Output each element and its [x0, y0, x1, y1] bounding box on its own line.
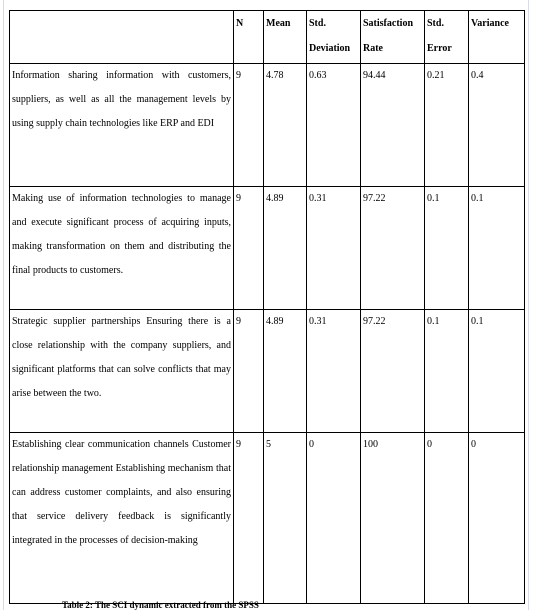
row-variance: 0 — [469, 433, 525, 604]
row-description: Information sharing information with customers, suppliers, as well as all the management levels by using supply chain technologies like ERP and EDI — [10, 64, 234, 187]
row-satisfaction-rate: 97.22 — [361, 310, 425, 433]
row-n: 9 — [234, 433, 264, 604]
page-edge-left — [3, 0, 4, 610]
row-description: Establishing clear communication channels Customer relationship management Establishing mechanism that can address customer complaints, and also ensuring that service delivery feedback is significantly integrated in the processes of decision-making — [10, 433, 234, 604]
header-std-deviation-line2: Deviation — [309, 43, 351, 54]
row-std-deviation: 0.31 — [307, 187, 361, 310]
header-mean: Mean — [264, 11, 307, 64]
row-variance: 0.4 — [469, 64, 525, 187]
header-satisfaction-line2: Rate — [363, 43, 383, 54]
header-std-error — [425, 11, 469, 64]
row-std-error: 0.21 — [425, 64, 469, 187]
row-std-error: 0 — [425, 433, 469, 604]
row-satisfaction-rate: 97.22 — [361, 187, 425, 310]
header-variance: Variance — [469, 11, 525, 64]
row-mean: 4.89 — [264, 187, 307, 310]
row-description: Strategic supplier partnerships Ensuring there is a close relationship with the company suppliers, and significant platforms that can solve conflicts that may arise between the two. — [10, 310, 234, 433]
page-edge-right — [528, 0, 529, 610]
table-header-row — [10, 11, 525, 64]
row-description: Making use of information technologies to manage and execute significant process of acquiring inputs, making transformation on them and distributing the final products to customers. — [10, 187, 234, 310]
row-std-deviation: 0.63 — [307, 64, 361, 187]
row-std-deviation: 0 — [307, 433, 361, 604]
row-mean: 4.78 — [264, 64, 307, 187]
header-n: N — [234, 11, 264, 64]
row-std-error: 0.1 — [425, 187, 469, 310]
header-std-error-line2: Error — [427, 43, 452, 54]
row-n: 9 — [234, 64, 264, 187]
row-mean: 4.89 — [264, 310, 307, 433]
header-std-deviation-line1: Std. — [309, 18, 326, 29]
statistics-table — [9, 10, 525, 604]
row-std-deviation: 0.31 — [307, 310, 361, 433]
header-std-deviation — [307, 11, 361, 64]
header-satisfaction-line1: Satisfaction — [363, 18, 413, 29]
table-row — [10, 433, 525, 604]
table-row — [10, 310, 525, 433]
row-std-error: 0.1 — [425, 310, 469, 433]
row-n: 9 — [234, 187, 264, 310]
row-variance: 0.1 — [469, 187, 525, 310]
row-satisfaction-rate: 100 — [361, 433, 425, 604]
row-variance: 0.1 — [469, 310, 525, 433]
table-caption: Table 2: The SCI dynamic extracted from the SPSS — [62, 600, 259, 610]
header-std-error-line1: Std. — [427, 18, 444, 29]
row-satisfaction-rate: 94.44 — [361, 64, 425, 187]
table-row — [10, 187, 525, 310]
row-mean: 5 — [264, 433, 307, 604]
header-satisfaction-rate — [361, 11, 425, 64]
header-empty — [10, 11, 234, 64]
row-n: 9 — [234, 310, 264, 433]
table-row — [10, 64, 525, 187]
